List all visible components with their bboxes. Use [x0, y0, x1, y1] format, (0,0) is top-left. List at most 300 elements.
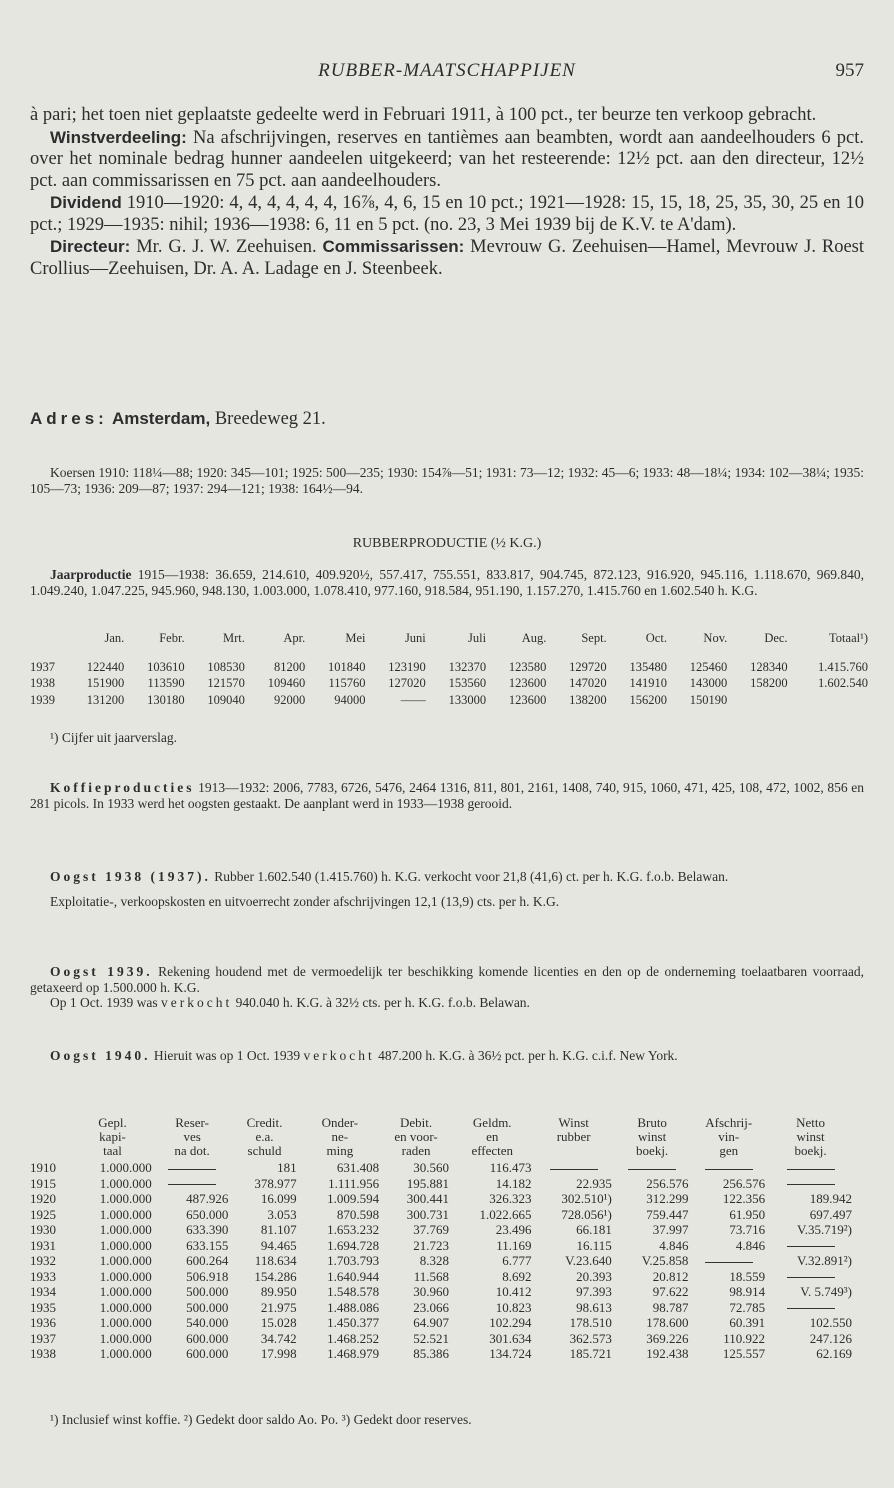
finance-cell: 1.111.956: [328, 1175, 380, 1191]
issue-paragraph: à pari; het toen niet geplaatste gedeelte werd in Februari 1911, à 100 pct., ter beurze ten verkoop gebracht.: [30, 105, 817, 125]
production-cell: 109040: [207, 693, 245, 707]
finance-cell: 122.356: [722, 1191, 766, 1206]
month-header-cell: Oct.: [645, 631, 667, 645]
dividend-text: 1910—1920: 4, 4, 4, 4, 4, 4, 16⅞, 4, 6, 15 en 10 pct.; 1921—1928: 15, 15, 18, 25, 35, 30, 25 en 10 pct.; 1929—1935: nihil; 1936—1938: 6, 11 en 5 pct. (no. 23, 3 Mei 1939 bij de K.V. te A'dam).: [30, 193, 864, 235]
production-cell: 143000: [689, 676, 728, 690]
dash-rule: [705, 1262, 753, 1263]
finance-cell: 178.600: [646, 1315, 689, 1330]
finance-header-line: Netto: [796, 1115, 825, 1130]
finance-cell: 3.053: [267, 1206, 297, 1222]
winstverdeeling-text: Na afschrijvingen, reserves en tantièmes aan beambten, wordt aan aandeelhouders 6 pct. over het nominale bedrag hunner aandeelen uitgekeerd; van het resteerende: 12½ pct. aan den directeur, 12½ pct. aan commissarissen en 75 pct. aan aandeelhouders.: [30, 127, 864, 191]
finance-cell: 98.613: [576, 1299, 612, 1315]
finance-cell: 487.926: [186, 1191, 229, 1206]
finance-dash-cell: [767, 1238, 854, 1254]
finance-cell: 178.510: [569, 1315, 612, 1330]
finance-header-line: Winst: [558, 1115, 589, 1130]
finance-row: [30, 1269, 854, 1285]
finance-cell: 633.390: [186, 1222, 229, 1237]
finance-header-spacer: [30, 1116, 71, 1160]
finance-header-line: na dot.: [174, 1143, 210, 1158]
finance-year: 1936: [30, 1315, 56, 1330]
finance-cell: 94.465: [260, 1237, 297, 1253]
finance-cell: 37.997: [652, 1222, 689, 1237]
bestuur-paragraph: [30, 236, 864, 280]
month-header-cell: Dec.: [764, 631, 788, 645]
finance-cell: 189.942: [809, 1191, 852, 1206]
finance-cell: 81.107: [260, 1222, 297, 1237]
finance-header-line: rubber: [556, 1129, 591, 1144]
finance-cell: 89.950: [260, 1284, 297, 1299]
financial-footnotes: ¹) Inclusief winst koffie. ²) Gedekt door saldo Ao. Po. ³) Gedekt door reserves.: [50, 1412, 472, 1427]
finance-cell: 8.692: [502, 1268, 532, 1284]
finance-cell: 256.576: [722, 1175, 766, 1191]
finance-dash-cell: [767, 1300, 854, 1316]
finance-cell: 30.960: [413, 1284, 449, 1299]
monthly-production-table: [30, 630, 868, 709]
finance-cell: V.35.719²): [797, 1222, 852, 1237]
finance-cell: V.25.858: [641, 1253, 689, 1268]
production-cell: 103610: [147, 660, 185, 674]
finance-year: 1931: [30, 1237, 56, 1253]
finance-cell: 301.634: [489, 1330, 532, 1346]
dash-rule: [168, 1184, 216, 1185]
adres-street: Breedeweg 21.: [210, 409, 326, 429]
month-header-row: [30, 630, 868, 647]
finance-year: 1932: [30, 1253, 56, 1268]
finance-year: 1930: [30, 1222, 56, 1237]
finance-cell: 125.557: [722, 1346, 766, 1361]
finance-cell: 16.115: [576, 1237, 612, 1253]
production-cell: 115760: [328, 676, 366, 690]
production-cell: 122440: [86, 660, 125, 674]
finance-dash-cell: [614, 1160, 691, 1176]
finance-cell: 110.922: [723, 1330, 766, 1346]
finance-dash-cell: [690, 1253, 767, 1269]
production-cell: [727, 692, 787, 709]
month-header-cell: Juli: [468, 631, 487, 645]
finance-cell: 134.724: [489, 1346, 532, 1361]
finance-cell: 1.450.377: [327, 1315, 380, 1330]
finance-row: [30, 1331, 854, 1347]
finance-header-line: ne-: [331, 1129, 349, 1144]
finance-cell: 1.000.000: [99, 1160, 152, 1175]
finance-header-cell: [690, 1116, 767, 1160]
verkocht-spaced-1940: verkocht: [303, 1048, 375, 1063]
finance-cell: 326.323: [489, 1191, 532, 1206]
finance-cell: 600.000: [186, 1330, 229, 1346]
oogst-1938-text: Rubber 1.602.540 (1.415.760) h. K.G. verkocht voor 21,8 (41,6) ct. per h. K.G. f.o.b. Belawan.: [210, 869, 729, 884]
finance-header-cell: [71, 1116, 154, 1160]
finance-header-line: Afschrij-: [705, 1115, 753, 1130]
production-cell: 101840: [327, 660, 366, 674]
winstverdeeling-label: Winstverdeeling:: [50, 127, 187, 147]
production-cell: 130180: [147, 693, 185, 707]
finance-cell: 1.000.000: [99, 1206, 152, 1222]
dividend-paragraph: [30, 192, 864, 236]
adres-label: Adres:: [30, 409, 108, 428]
finance-cell: 37.769: [413, 1222, 449, 1237]
production-cell: 138200: [569, 693, 607, 707]
finance-cell: 302.510¹): [561, 1191, 612, 1206]
finance-cell: 1.000.000: [99, 1284, 152, 1299]
finance-row: [30, 1300, 854, 1316]
finance-header-cell: [230, 1116, 298, 1160]
finance-row: [30, 1176, 854, 1192]
finance-cell: 500.000: [186, 1299, 229, 1315]
finance-year: 1915: [30, 1175, 56, 1191]
dash-rule: [787, 1184, 835, 1185]
jaarproductie-label: Jaarproductie: [50, 567, 132, 582]
finance-cell: 1.653.232: [327, 1222, 380, 1237]
finance-row: [30, 1222, 854, 1238]
finance-cell: 312.299: [646, 1191, 689, 1206]
finance-header-cell: [381, 1116, 451, 1160]
month-header-cell: Sept.: [581, 631, 607, 645]
finance-cell: 1.548.578: [327, 1284, 380, 1299]
winstverdeeling-paragraph: [30, 127, 864, 193]
production-row: [30, 647, 868, 675]
production-cell: 109460: [267, 676, 306, 690]
adres-city: Amsterdam,: [107, 409, 211, 428]
production-cell: 94000: [334, 693, 366, 707]
running-head: RUBBER-MAATSCHAPPIJEN: [318, 60, 576, 81]
finance-cell: 118.634: [254, 1253, 297, 1268]
finance-cell: 62.169: [816, 1346, 852, 1361]
finance-cell: 20.393: [576, 1268, 612, 1284]
finance-header-line: raden: [401, 1143, 431, 1158]
finance-row: [30, 1160, 854, 1176]
finance-cell: 20.812: [652, 1268, 689, 1284]
finance-cell: 98.787: [652, 1299, 689, 1315]
production-cell: 147020: [569, 676, 607, 690]
finance-row: [30, 1238, 854, 1254]
finance-cell: 195.881: [406, 1175, 449, 1191]
production-cell: 153560: [448, 676, 487, 690]
finance-header-line: e.a.: [255, 1129, 274, 1144]
production-cell: 123580: [508, 660, 547, 674]
month-header-cell: Mrt.: [223, 631, 245, 645]
production-cell: 121570: [207, 676, 245, 690]
finance-header-line: Gepl.: [98, 1115, 127, 1130]
finance-cell: 21.723: [413, 1237, 449, 1253]
finance-cell: 1.694.728: [327, 1237, 380, 1253]
dash-rule: [787, 1169, 835, 1170]
finance-header-line: effecten: [471, 1143, 514, 1158]
finance-header-cell: [767, 1116, 854, 1160]
production-cell: 151900: [86, 676, 125, 690]
koffie-text: 1913—1932: 2006, 7783, 6726, 5476, 2464 1316, 811, 801, 2161, 1408, 740, 915, 1060, 471, 425, 108, 472, 1002, 856 en 281 picols. In 1933 werd het oogsten gestaakt. De aanplant werd in 1933—1938 gerooid.: [30, 780, 864, 811]
month-header-cell: Mei: [345, 631, 366, 645]
finance-cell: 52.521: [413, 1330, 449, 1346]
production-cell: 81200: [273, 660, 306, 674]
finance-cell: 247.126: [809, 1330, 852, 1346]
finance-dash-cell: [154, 1160, 231, 1176]
finance-cell: 506.918: [186, 1268, 229, 1284]
production-row: [30, 675, 868, 692]
finance-year: 1934: [30, 1284, 56, 1299]
finance-cell: 1.000.000: [99, 1253, 152, 1268]
finance-cell: 1.000.000: [99, 1299, 152, 1315]
production-cell: 128340: [750, 660, 788, 674]
finance-cell: 1.000.000: [99, 1315, 152, 1330]
finance-cell: 600.000: [186, 1346, 229, 1361]
finance-cell: 97.393: [576, 1284, 612, 1299]
oogst-1939-text: Rekening houdend met de vermoedelijk ter beschikking komende licenties en den op de onderneming toelaatbaren voorraad, getaxeerd op 1.500.000 h. K.G.: [30, 964, 864, 995]
production-cell: 131200: [86, 693, 125, 707]
finance-dash-cell: [534, 1160, 614, 1176]
finance-cell: 1.022.665: [479, 1206, 532, 1222]
finance-cell: 60.391: [729, 1315, 766, 1330]
finance-header-line: kapi-: [99, 1129, 126, 1144]
production-cell: 1.415.760: [818, 660, 868, 674]
finance-header-line: Reser-: [175, 1115, 209, 1130]
finance-cell: 72.785: [729, 1299, 766, 1315]
koffie-paragraph: [30, 780, 864, 811]
production-cell: 158200: [750, 676, 788, 690]
production-cell: 123190: [388, 660, 426, 674]
month-header-cell: Aug.: [521, 631, 547, 645]
dash-rule: [628, 1169, 676, 1170]
finance-cell: 15.028: [260, 1315, 297, 1330]
oogst-1938-label: Oogst 1938 (1937).: [50, 869, 211, 884]
finance-header-line: taal: [103, 1143, 122, 1158]
dividend-label: Dividend: [50, 193, 122, 212]
finance-cell: 154.286: [254, 1268, 297, 1284]
finance-row: [30, 1253, 854, 1269]
finance-cell: 759.447: [646, 1206, 689, 1222]
finance-cell: 1.468.979: [327, 1346, 380, 1361]
finance-header-line: en: [486, 1129, 499, 1144]
finance-cell: V.23.640: [565, 1253, 612, 1268]
finance-cell: 300.441: [406, 1191, 449, 1206]
finance-cell: 378.977: [254, 1175, 297, 1191]
finance-cell: 11.568: [413, 1268, 449, 1284]
finance-header-cell: [534, 1116, 614, 1160]
commissarissen-text: Mevrouw G. Zeehuisen—Hamel, Mevrouw J. Roest Crollius—Zeehuisen, Dr. A. A. Ladage en J. Steenbeek.: [30, 237, 864, 279]
finance-cell: 1.000.000: [99, 1191, 152, 1206]
exploitatie-line: Exploitatie-, verkoopskosten en uitvoerrecht zonder afschrijvingen 12,1 (13,9) cts. per h. K.G.: [50, 893, 560, 909]
production-year: 1938: [30, 676, 55, 690]
production-cell: [788, 692, 868, 709]
finance-cell: 34.742: [260, 1330, 297, 1346]
production-cell: 127020: [388, 676, 426, 690]
finance-header-line: Debit.: [399, 1115, 433, 1130]
finance-header-cell: [614, 1116, 691, 1160]
finance-year: 1920: [30, 1191, 56, 1206]
finance-cell: 18.559: [729, 1268, 766, 1284]
finance-cell: 102.550: [809, 1315, 852, 1330]
finance-row: [30, 1315, 854, 1331]
production-cell: 135480: [629, 660, 667, 674]
dash-rule: [787, 1308, 835, 1309]
directeur-label: Directeur:: [50, 237, 131, 256]
finance-year: 1938: [30, 1346, 56, 1361]
finance-dash-cell: [767, 1160, 854, 1176]
production-cell: 132370: [448, 660, 487, 674]
month-header-spacer: [30, 630, 64, 647]
finance-cell: 116.473: [489, 1160, 532, 1175]
oogst-1939-label: Oogst 1939.: [50, 964, 153, 979]
dash-rule: [550, 1169, 598, 1170]
production-cell: 141910: [629, 676, 667, 690]
finance-header-line: gen: [719, 1143, 739, 1158]
production-cell: 123600: [508, 693, 547, 707]
finance-cell: 10.823: [495, 1299, 532, 1315]
finance-cell: 23.066: [413, 1299, 449, 1315]
production-cell: 125460: [689, 660, 728, 674]
finance-cell: 64.907: [413, 1315, 449, 1330]
finance-cell: 500.000: [186, 1284, 229, 1299]
finance-cell: 540.000: [186, 1315, 229, 1330]
production-cell: ——: [400, 693, 426, 707]
finance-row: [30, 1284, 854, 1300]
finance-cell: 185.721: [569, 1346, 612, 1361]
production-cell: 92000: [273, 693, 306, 707]
finance-cell: 192.438: [646, 1346, 689, 1361]
finance-header-line: Credit.: [246, 1115, 283, 1130]
finance-row: [30, 1346, 854, 1362]
finance-cell: V.32.891²): [797, 1253, 852, 1268]
finance-cell: 633.155: [186, 1237, 229, 1253]
month-header-cell: Apr.: [283, 631, 306, 645]
oogst-1940-label: Oogst 1940.: [50, 1048, 151, 1063]
finance-cell: 1.640.944: [327, 1268, 380, 1284]
production-cell: 129720: [569, 660, 607, 674]
commissarissen-label: Commissarissen:: [322, 237, 465, 256]
finance-cell: 1.000.000: [99, 1268, 152, 1284]
finance-cell: 631.408: [336, 1160, 380, 1175]
month-header-cell: Totaal¹): [829, 631, 868, 645]
directeur-text: Mr. G. J. W. Zeehuisen.: [130, 237, 323, 257]
finance-cell: 1.009.594: [327, 1191, 380, 1206]
dash-rule: [705, 1169, 753, 1170]
production-cell: 1.602.540: [818, 676, 868, 690]
dash-rule: [787, 1277, 835, 1278]
finance-cell: 98.914: [729, 1284, 766, 1299]
month-header-cell: Febr.: [159, 631, 185, 645]
finance-row: [30, 1207, 854, 1223]
oogst-1939-paragraph: Oogst 1939. Rekening houdend met de vermoedelijk ter beschikking komende licenties en den op de onderneming toelaatbaren voorraad, getaxeerd op 1.500.000 h. K.G. Op 1 Oct. 1939 was verkocht 940.040 h. K.G. à 32½ cts. per h. K.G. f.o.b. Belawan.: [30, 964, 864, 1010]
finance-header-line: en voor-: [394, 1129, 438, 1144]
production-year: 1937: [30, 660, 55, 674]
production-cell: 156200: [629, 693, 667, 707]
finance-header-line: Onder-: [321, 1115, 359, 1130]
finance-cell: 1.000.000: [99, 1237, 152, 1253]
production-cell: 108530: [207, 660, 245, 674]
finance-header-cell: [154, 1116, 231, 1160]
finance-cell: 1.488.086: [327, 1299, 380, 1315]
finance-header-line: winst: [796, 1129, 825, 1144]
production-cell: 150190: [689, 693, 728, 707]
production-footnote: ¹) Cijfer uit jaarverslag.: [50, 730, 177, 745]
page-number: 957: [835, 60, 864, 81]
finance-header-line: boekj.: [794, 1143, 827, 1158]
finance-cell: 4.846: [659, 1237, 689, 1253]
finance-dash-cell: [767, 1269, 854, 1285]
finance-cell: 600.264: [186, 1253, 229, 1268]
oogst-1938-paragraph: [30, 869, 864, 909]
production-cell: 123600: [508, 676, 547, 690]
finance-header-line: Bruto: [637, 1115, 667, 1130]
finance-cell: 14.182: [495, 1175, 532, 1191]
finance-cell: 30.560: [413, 1160, 449, 1175]
finance-cell: 256.576: [646, 1175, 689, 1191]
finance-header-line: ves: [183, 1129, 201, 1144]
finance-cell: 97.622: [652, 1284, 689, 1299]
finance-cell: 23.496: [495, 1222, 532, 1237]
finance-cell: 369.226: [646, 1330, 689, 1346]
finance-header-line: Geldm.: [472, 1115, 512, 1130]
finance-cell: 1.000.000: [99, 1175, 152, 1191]
finance-header-line: [536, 1144, 612, 1158]
finance-cell: 870.598: [336, 1206, 380, 1222]
finance-cell: 1.468.252: [327, 1330, 380, 1346]
finance-year: 1933: [30, 1268, 56, 1284]
finance-cell: 4.846: [735, 1237, 766, 1253]
finance-dash-cell: [690, 1160, 767, 1176]
month-header-cell: Nov.: [703, 631, 728, 645]
finance-cell: 181: [277, 1160, 297, 1175]
finance-dash-cell: [154, 1176, 231, 1192]
finance-cell: 697.497: [809, 1206, 852, 1222]
finance-header-line: schuld: [247, 1143, 282, 1158]
financial-table: [30, 1116, 854, 1362]
jaarproductie-text: 1915—1938: 36.659, 214.610, 409.920½, 557.417, 755.551, 833.817, 904.745, 872.123, 916.920, 945.116, 1.118.670, 969.840, 1.049.240, 1.047.225, 945.960, 948.130, 1.003.000, 1.078.410, 977.160, 918.584, 951.190, 1.157.270, 1.415.760 en 1.602.540 h. K.G.: [30, 567, 864, 598]
month-header-cell: Juni: [404, 631, 426, 645]
finance-cell: 1.000.000: [99, 1346, 152, 1361]
finance-row: [30, 1191, 854, 1207]
jaarproductie-paragraph: [30, 567, 864, 598]
financial-header-row: [30, 1116, 854, 1160]
finance-year: 1935: [30, 1299, 56, 1315]
koffie-label: Koffieproducties: [50, 780, 195, 795]
finance-header-line: winst: [638, 1129, 667, 1144]
production-cell: 113590: [147, 676, 185, 690]
finance-header-line: vin-: [718, 1129, 740, 1144]
month-header-cell: Jan.: [104, 631, 125, 645]
production-cell: 133000: [448, 693, 487, 707]
finance-header-line: ming: [326, 1143, 354, 1158]
finance-cell: 1.000.000: [99, 1222, 152, 1237]
dash-rule: [168, 1169, 216, 1170]
finance-cell: 61.950: [729, 1206, 766, 1222]
finance-year: 1925: [30, 1206, 56, 1222]
finance-cell: 10.412: [495, 1284, 532, 1299]
koersen-paragraph: Koersen 1910: 118¼—88; 1920: 345—101; 1925: 500—235; 1930: 154⅞—51; 1931: 73—12; 1932: 45—6; 1933: 48—18¼; 1934: 102—38¼; 1935: 105—73; 1936: 209—87; 1937: 294—121; 1938: 164½—94.: [30, 465, 864, 496]
finance-cell: 1.000.000: [99, 1330, 152, 1346]
finance-dash-cell: [767, 1176, 854, 1192]
finance-cell: 1.703.793: [327, 1253, 380, 1268]
finance-cell: 17.998: [260, 1346, 297, 1361]
production-heading: RUBBERPRODUCTIE (½ K.G.): [352, 536, 542, 551]
finance-cell: 300.731: [406, 1206, 449, 1222]
finance-cell: 650.000: [186, 1206, 229, 1222]
finance-cell: 21.975: [260, 1299, 297, 1315]
verkocht-spaced: verkocht: [161, 995, 233, 1010]
finance-cell: 16.099: [260, 1191, 297, 1206]
finance-cell: 22.935: [576, 1175, 612, 1191]
finance-header-cell: [451, 1116, 534, 1160]
production-row: [30, 692, 868, 709]
oogst-1940-paragraph: Oogst 1940. Hieruit was op 1 Oct. 1939 verkocht 487.200 h. K.G. à 36½ pct. per h. K.G. c.i.f. New York.: [50, 1048, 678, 1063]
finance-cell: 8.328: [419, 1253, 449, 1268]
adres-line: [30, 408, 864, 431]
finance-cell: 728.056¹): [561, 1206, 612, 1222]
finance-cell: 66.181: [576, 1222, 612, 1237]
finance-cell: 102.294: [489, 1315, 532, 1330]
production-year: 1939: [30, 693, 55, 707]
finance-cell: 73.716: [729, 1222, 766, 1237]
